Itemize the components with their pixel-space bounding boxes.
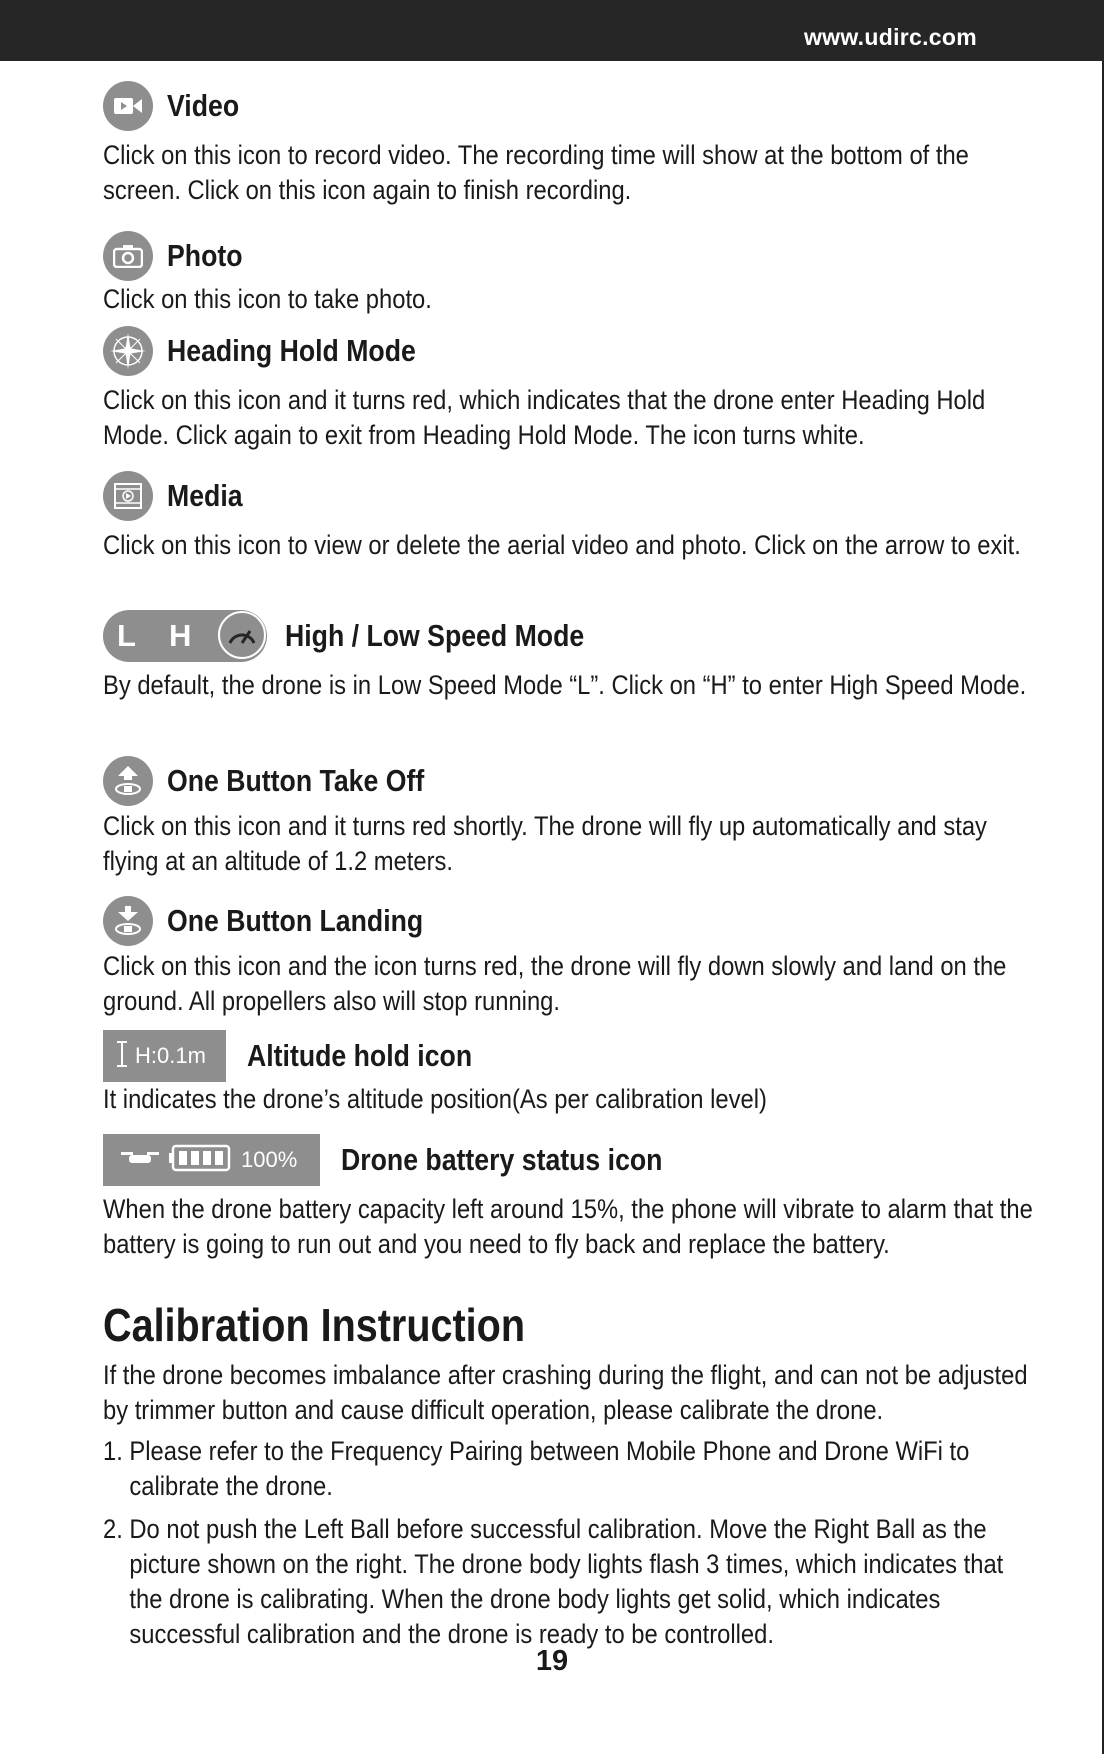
step-text: Please refer to the Frequency Pairing between Mobile Phone and Drone WiFi to calibrate the drone. (129, 1436, 970, 1501)
content (103, 78, 1033, 1660)
list-item (103, 1512, 1036, 1652)
page-number: 19 (535, 1645, 569, 1677)
calibration-steps (103, 1434, 1033, 1652)
photo-description: Click on this icon to take photo. (103, 284, 432, 314)
altitude-title: Altitude hold icon (247, 1038, 473, 1073)
speedometer-icon (218, 611, 266, 659)
take-off-icon (103, 756, 153, 806)
landing-description: Click on this icon and the icon turns red, the drone will fly down slowly and land on the ground. All propellers also will stop running. (103, 951, 1007, 1016)
step-number: 1. (103, 1436, 123, 1466)
video-camera-icon (103, 81, 153, 131)
item-heading-hold (103, 323, 1033, 468)
altitude-badge (103, 1030, 226, 1082)
heading-hold-description: Click on this icon and it turns red, which indicates that the drone enter Heading Hold Mode. Click again to exit from Heading Hold Mode. The icon turns white. (103, 385, 986, 450)
calibration-intro: If the drone becomes imbalance after crashing during the flight, and can not be adjusted by trimmer button and cause difficult operation, please calibrate the drone. (103, 1360, 1028, 1425)
calibration-heading: Calibration Instruction (103, 1299, 525, 1351)
video-title: Video (167, 88, 240, 123)
battery-percentage: 100% (241, 1147, 298, 1172)
video-description: Click on this icon to record video. The recording time will show at the bottom of the screen. Click on this icon again to finish recording. (103, 140, 969, 205)
item-media (103, 468, 1033, 608)
item-video (103, 78, 1033, 228)
low-speed-label: L (117, 618, 136, 653)
battery-badge (103, 1134, 320, 1186)
speed-mode-title: High / Low Speed Mode (285, 618, 585, 653)
item-altitude (103, 1028, 1033, 1132)
header-bar (0, 0, 1104, 61)
battery-icon (169, 1144, 233, 1177)
list-item (103, 1434, 1036, 1504)
media-title: Media (167, 478, 243, 513)
item-take-off (103, 753, 1033, 893)
speed-mode-toggle (103, 610, 267, 662)
item-photo (103, 228, 1033, 323)
website-url: www.udirc.com (803, 24, 977, 50)
item-landing (103, 893, 1033, 1028)
landing-icon (103, 896, 153, 946)
step-text: Do not push the Left Ball before successful calibration. Move the Right Ball as the picture shown on the right. The drone body lights flash 3 times, which indicates that the drone is calibrating. When the drone body lights get solid, which indicates successful calibration and the drone is ready to be controlled. (129, 1514, 1004, 1649)
high-speed-label: H (169, 618, 192, 653)
landing-title: One Button Landing (167, 903, 424, 938)
camera-icon (103, 231, 153, 281)
heading-hold-title: Heading Hold Mode (167, 333, 416, 368)
compass-icon (103, 326, 153, 376)
altitude-value: H:0.1m (135, 1043, 206, 1068)
speed-mode-description: By default, the drone is in Low Speed Mode “L”. Click on “H” to enter High Speed Mode. (103, 670, 1027, 700)
item-battery (103, 1132, 1033, 1284)
media-description: Click on this icon to view or delete the aerial video and photo. Click on the arrow to exit. (103, 530, 1021, 560)
altitude-icon (115, 1039, 129, 1074)
item-speed-mode (103, 608, 1033, 753)
step-number: 2. (103, 1514, 123, 1544)
drone-icon (117, 1148, 163, 1173)
battery-description: When the drone battery capacity left around 15%, the phone will vibrate to alarm that the battery is going to run out and you need to fly back and replace the battery. (103, 1194, 1033, 1259)
media-film-icon (103, 471, 153, 521)
altitude-description: It indicates the drone’s altitude position(As per calibration level) (103, 1084, 767, 1114)
take-off-description: Click on this icon and it turns red shortly. The drone will fly up automatically and stay flying at an altitude of 1.2 meters. (103, 811, 987, 876)
photo-title: Photo (167, 238, 243, 273)
battery-title: Drone battery status icon (341, 1142, 663, 1177)
take-off-title: One Button Take Off (167, 763, 425, 798)
